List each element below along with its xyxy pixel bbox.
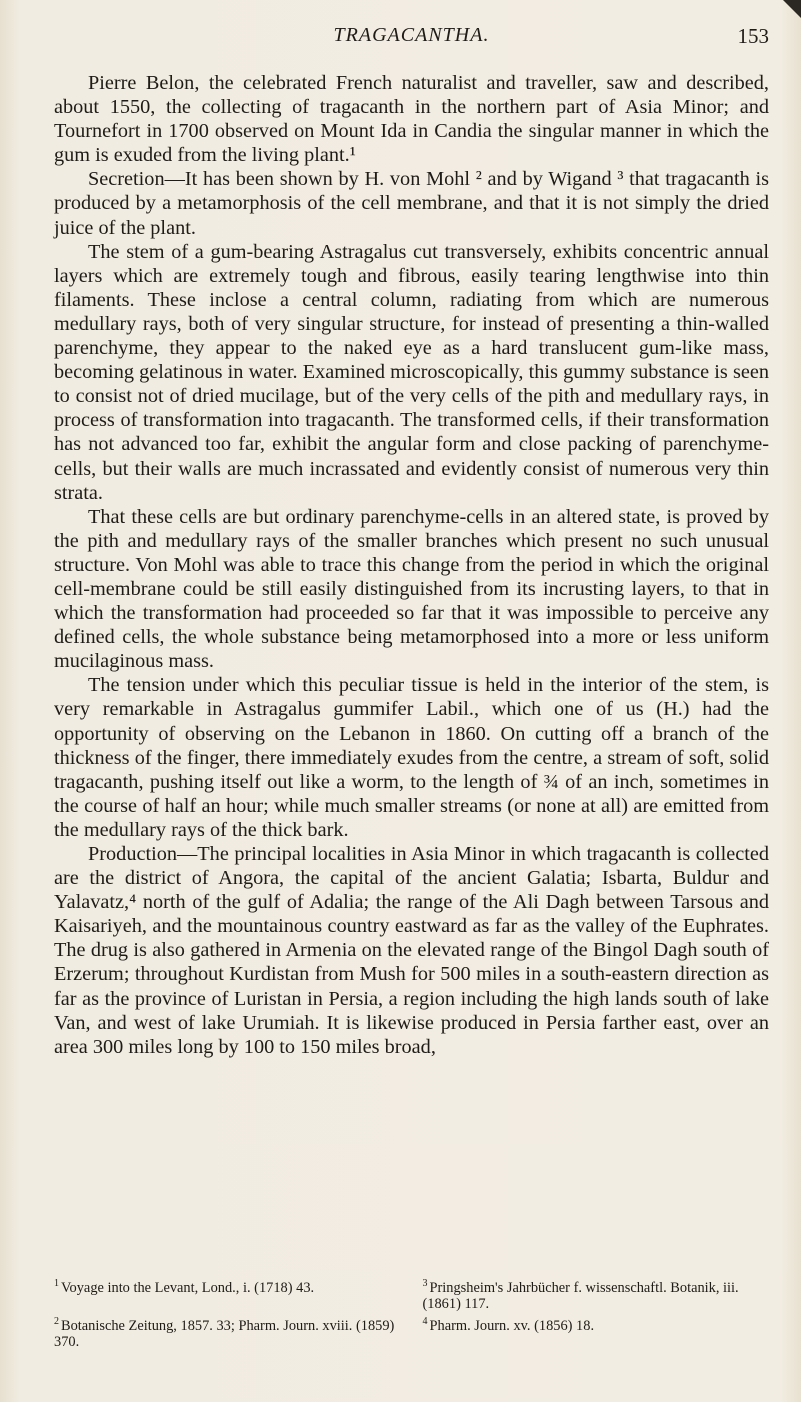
footnote-1-number: 1 [54, 1278, 59, 1289]
footnote-2-text: Botanische Zeitung, 1857. 33; Pharm. Journ. xviii. (1859) 370. [54, 1317, 395, 1350]
page-corner-shadow [771, 0, 801, 18]
footnotes [54, 1276, 769, 1352]
page-number: 153 [737, 24, 769, 48]
paragraph-tension: The tension under which this peculiar tissue is held in the interior of the stem, is very remarkable in Astragalus gummifer Labil., which one of us (H.) had the opportunity of observing on the Lebanon in 1860. On cutting off a branch of the thickness of the finger, there immediately exudes from the centre, a stream of soft, solid tragacanth, pushing itself out like a worm, to the length of ¾ of an inch, sometimes in the course of half an hour; while much smaller streams (or none at all) are emitted from the medullary rays of the thick bark. [54, 674, 769, 841]
paragraph-production: Production—The principal localities in Asia Minor in which tragacanth is collected are the district of Angora, the capital of the ancient Galatia; Isbarta, Buldur and Yalavatz,⁴ north of the gulf of Adalia; the range of the Ali Dagh between Tarsous and Kaisariyeh, and the mountainous country eastward as far as the valley of the Euphrates. The drug is also gathered in Armenia on the elevated range of the Bingol Dagh south of Erzerum; throughout Kurdistan from Mush for 500 miles in a south-eastern direction as far as the province of Luristan in Persia, a region including the high lands south of lake Van, and west of lake Urumiah. It is likewise produced in Persia farther east, over an area 300 miles long by 100 to 150 miles broad, [54, 843, 769, 1058]
running-title: TRAGACANTHA. [333, 24, 490, 46]
footnote-1-text: Voyage into the Levant, Lond., i. (1718) 43. [61, 1279, 315, 1296]
footnote-4 [423, 1314, 770, 1350]
footnote-2 [54, 1314, 401, 1350]
paragraph-secretion: Secretion—It has been shown by H. von Mohl ² and by Wigand ³ that tragacanth is produced by a metamorphosis of the cell membrane, and that it is not simply the dried juice of the plant. [54, 168, 769, 239]
paragraph-altered-cells: That these cells are but ordinary parenchyme-cells in an altered state, is proved by the pith and medullary rays of the smaller branches which present no such unusual structure. Von Mohl was able to trace this change from the period in which the original cell-membrane could be still easily distinguished from its incrusting layers, to that in which the transformation had proceeded so far that it was impossible to perceive any defined cells, the whole substance being metamorphosed into a more or less uniform mucilaginous mass. [54, 505, 769, 673]
body-text [54, 71, 769, 1059]
page-header [54, 22, 769, 52]
paragraph-belon: Pierre Belon, the celebrated French naturalist and traveller, saw and described, about 1550, the collecting of tragacanth in the northern part of Asia Minor; and Tournefort in 1700 observed on Mount Ida in Candia the singular manner in which the gum is exuded from the living plant.¹ [54, 72, 769, 167]
paragraph-stem-structure: The stem of a gum-bearing Astragalus cut transversely, exhibits concentric annual layers which are extremely tough and fibrous, easily tearing lengthwise into thin filaments. These inclose a central column, radiating from which are numerous medullary rays, both of very singular structure, for instead of presenting a thin-walled parenchyme, they appear to the naked eye as a hard translucent gum-like mass, becoming gelatinous in water. Examined microscopically, this gummy substance is seen to consist not of dried mucilage, but of the very cells of the pith and medullary rays, in process of transformation into tragacanth. The transformed cells, if their transformation has not advanced too far, exhibit the angular form and close packing of parenchyme-cells, but their walls are much incrassated and evidently consist of numerous very thin strata. [54, 240, 769, 504]
footnote-3-number: 3 [422, 1278, 428, 1289]
footnote-3 [423, 1276, 770, 1312]
footnote-4-number: 4 [422, 1315, 428, 1327]
footnote-2-number: 2 [54, 1315, 59, 1327]
footnote-3-text: Pringsheim's Jahrbücher f. wissenschaftl. Botanik, iii. (1861) 117. [422, 1279, 739, 1312]
footnote-1 [54, 1276, 401, 1312]
footnote-4-text: Pharm. Journ. xv. (1856) 18. [429, 1317, 595, 1334]
